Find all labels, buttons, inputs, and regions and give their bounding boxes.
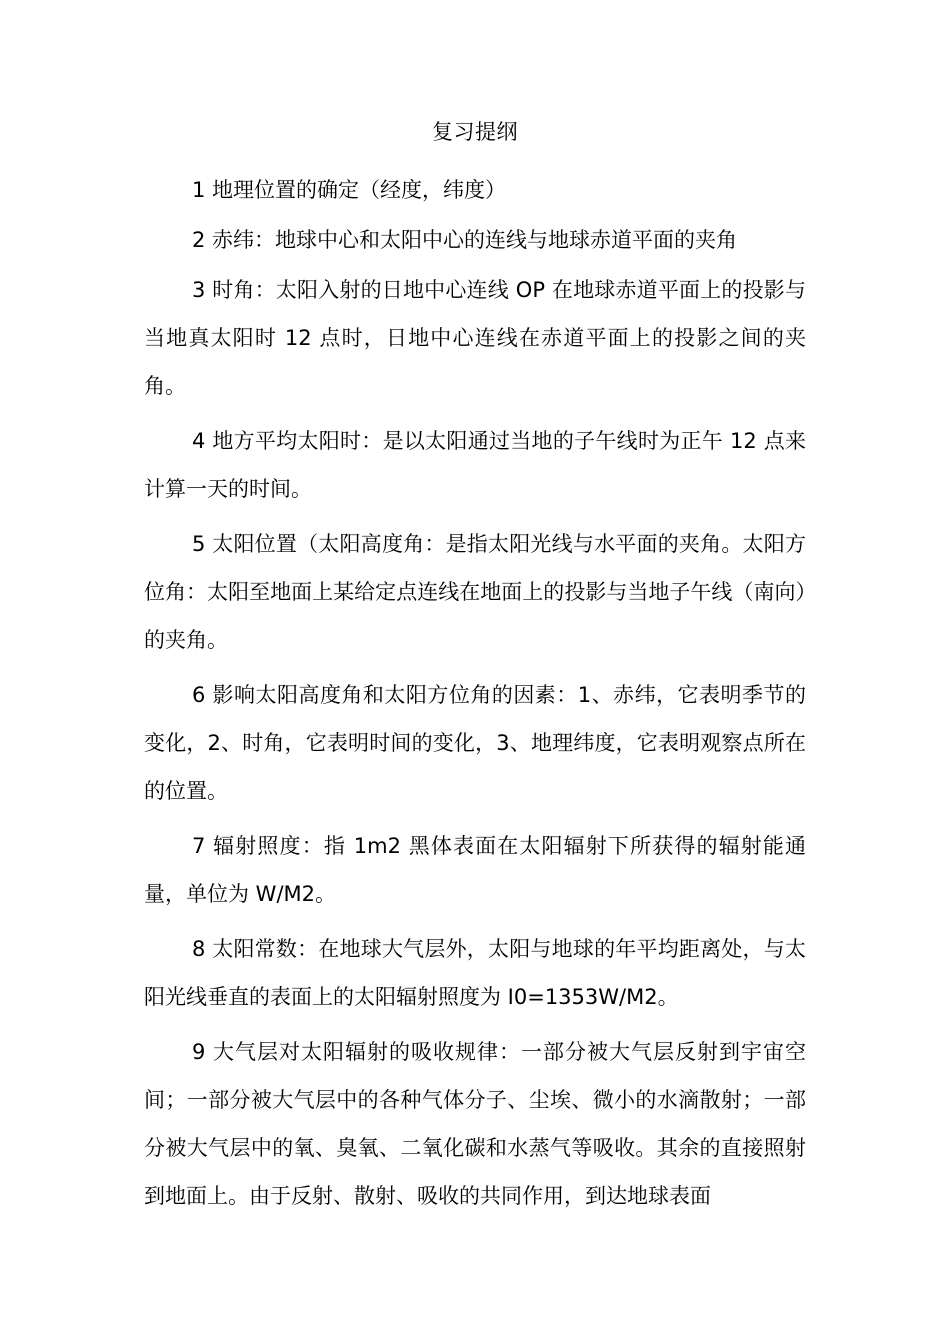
paragraph-6-influencing-factors: 6 影响太阳高度角和太阳方位角的因素：1、赤纬，它表明季节的变化，2、时角，它表明时间的变化，3、地理纬度，它表明观察点所在的位置。 xyxy=(144,683,806,803)
paragraph-8-solar-constant: 8 太阳常数：在地球大气层外，太阳与地球的年平均距离处，与太阳光线垂直的表面上的太阳辐射照度为 I0=1353W/M2。 xyxy=(144,937,806,1009)
document-title: 复习提纲 xyxy=(432,120,518,144)
paragraph-2-declination: 2 赤纬：地球中心和太阳中心的连线与地球赤道平面的夹角 xyxy=(192,228,738,252)
paragraph-4-local-mean-solar-time: 4 地方平均太阳时：是以太阳通过当地的子午线时为正午 12 点来计算一天的时间。 xyxy=(144,429,806,501)
document-body xyxy=(144,166,806,1220)
paragraph-1-geographic-location: 1 地理位置的确定（经度，纬度） xyxy=(192,178,507,202)
paragraph-7-irradiance: 7 辐射照度：指 1m2 黑体表面在太阳辐射下所获得的辐射能通量，单位为 W/M2。 xyxy=(144,834,806,906)
paragraph-3-hour-angle: 3 时角：太阳入射的日地中心连线 OP 在地球赤道平面上的投影与当地真太阳时 12 点时，日地中心连线在赤道平面上的投影之间的夹角。 xyxy=(144,278,806,398)
paragraph-5-solar-position: 5 太阳位置（太阳高度角：是指太阳光线与水平面的夹角。太阳方位角：太阳至地面上某给定点连线在地面上的投影与当地子午线（南向）的夹角。 xyxy=(144,532,806,652)
paragraph-9-atmospheric-absorption: 9 大气层对太阳辐射的吸收规律：一部分被大气层反射到宇宙空间；一部分被大气层中的各种气体分子、尘埃、微小的水滴散射；一部分被大气层中的氧、臭氧、二氧化碳和水蒸气等吸收。其余的直接照射到地面上。由于反射、散射、吸收的共同作用，到达地球表面 xyxy=(144,1040,806,1208)
